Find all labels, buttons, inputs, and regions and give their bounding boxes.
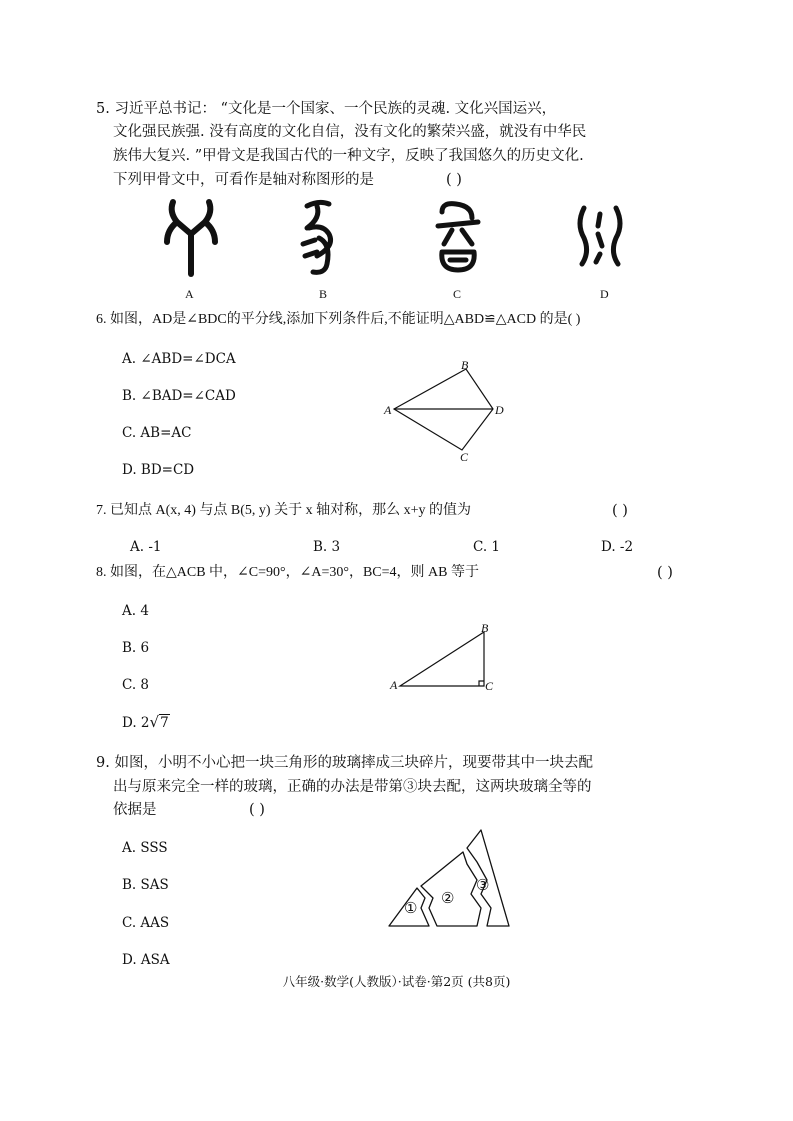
q9-answer-paren: ( ) <box>249 802 265 818</box>
q9-line1: 9. 如图，小明不小心把一块三角形的玻璃摔成三块碎片，现要带其中一块去配 <box>96 755 593 771</box>
glyph-label-a: A <box>185 287 194 301</box>
q6-option-c: C. AB=AC <box>122 425 192 441</box>
oracle-glyph-a <box>163 198 219 276</box>
q8-option-c: C. 8 <box>122 677 150 693</box>
q5-line2: 文化强民族强. 没有高度的文化自信，没有文化的繁荣兴盛，就没有中华民 <box>113 124 587 140</box>
q9-option-b: B. SAS <box>122 877 169 893</box>
q8-option-d-radicand: 7 <box>160 715 169 731</box>
q6-point-a: A <box>384 403 392 417</box>
q8-option-d-prefix: D. 2 <box>122 715 150 731</box>
page-footer: 八年级·数学(人教版）·试卷·第2页 (共8页) <box>282 974 511 989</box>
q9-option-a: A. SSS <box>122 840 168 856</box>
q9-line2: 出与原来完全一样的玻璃，正确的办法是带第③块去配，这两块玻璃全等的 <box>113 779 592 795</box>
q8-stem: 8. 如图，在△ACB 中，∠C=90°，∠A=30°，BC=4，则 AB 等于 <box>96 565 479 580</box>
glyph-label-d: D <box>600 287 609 301</box>
oracle-glyph-d <box>574 204 628 268</box>
q9-option-d: D. ASA <box>122 952 170 968</box>
q8-point-a: A <box>390 678 398 692</box>
glyph-label-b: B <box>319 287 328 301</box>
q7-option-b: B. 3 <box>313 539 341 555</box>
q6-option-d: D. BD=CD <box>122 462 195 478</box>
q5-line1: 5. 习近平总书记： “文化是一个国家、一个民族的灵魂. 文化兴国运兴， <box>96 101 557 117</box>
q6-option-a: A. ∠ABD=∠DCA <box>122 351 236 367</box>
glass-piece-1-label: ① <box>404 899 418 917</box>
q8-option-a: A. 4 <box>122 603 149 619</box>
q6-option-b: B. ∠BAD=∠CAD <box>122 388 236 404</box>
q6-point-c: C <box>460 450 469 464</box>
oracle-glyph-c <box>432 200 484 274</box>
oracle-glyph-b <box>297 198 345 276</box>
q7-stem: 7. 已知点 A(x, 4) 与点 B(5, y) 关于 x 轴对称，那么 x+y 的值为 <box>96 503 471 518</box>
glyph-label-c: C <box>453 287 462 301</box>
q8-point-c: C <box>485 679 494 693</box>
q7-answer-paren: ( ) <box>612 503 628 519</box>
q7-option-d: D. -2 <box>601 539 634 555</box>
q8-point-b: B <box>481 621 489 635</box>
q8-option-b: B. 6 <box>122 640 150 656</box>
q6-point-b: B <box>461 358 469 372</box>
q8-answer-paren: ( ) <box>657 565 673 581</box>
q8-option-d <box>122 713 170 732</box>
q5-line3: 族伟大复兴. ”甲骨文是我国古代的一种文字，反映了我国悠久的历史文化. <box>113 148 584 164</box>
glass-piece-3-label: ③ <box>476 876 490 894</box>
q7-option-a: A. -1 <box>130 539 162 555</box>
glass-piece-2-label: ② <box>441 889 455 907</box>
q7-option-c: C. 1 <box>473 539 501 555</box>
sqrt-sign-icon: √ <box>149 713 160 731</box>
q9-option-c: C. AAS <box>122 915 170 931</box>
q6-point-d: D <box>495 403 504 417</box>
q9-line3: 依据是 <box>113 802 157 818</box>
q5-line4: 下列甲骨文中，可看作是轴对称图形的是 <box>113 172 374 188</box>
q6-stem: 6. 如图，AD是∠BDC的平分线,添加下列条件后,不能证明△ABD≌△ACD 的是( ) <box>96 312 581 327</box>
q5-answer-paren: ( ) <box>446 172 462 188</box>
